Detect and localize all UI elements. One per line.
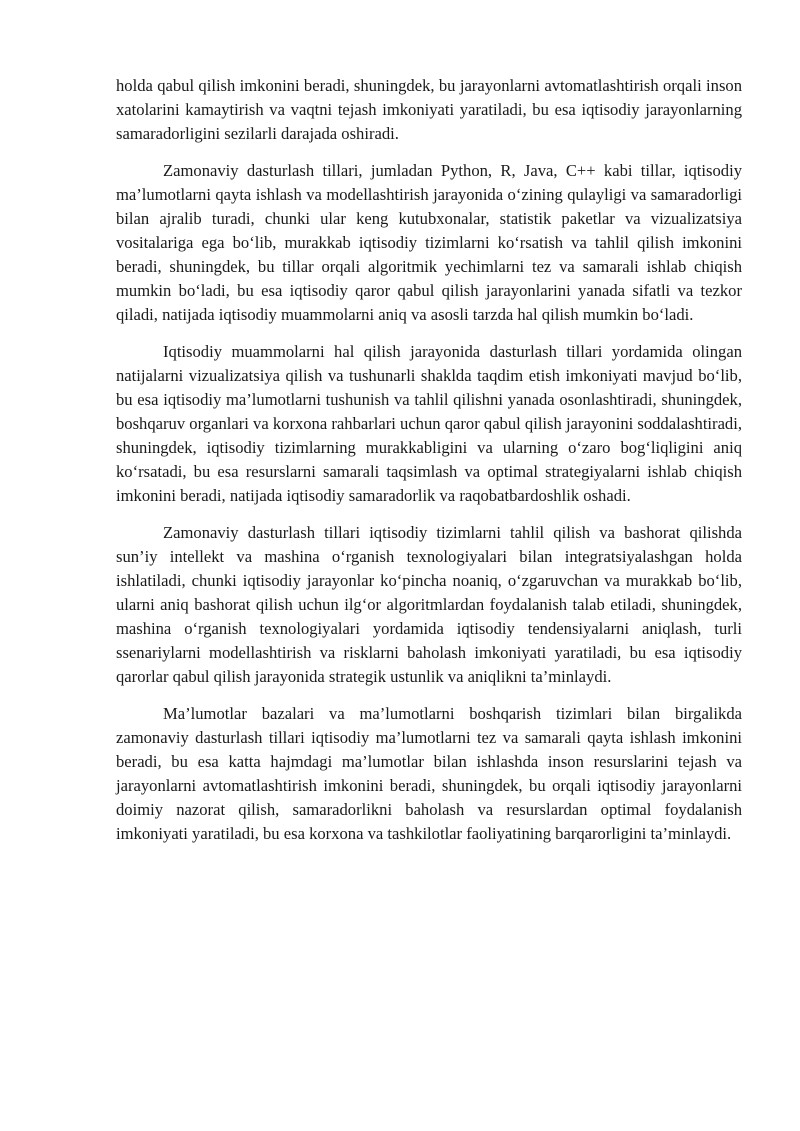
document-page: [116, 74, 742, 859]
paragraph-3: Iqtisodiy muammolarni hal qilish jarayonida dasturlash tillari yordamida olingan natijalarni vizualizatsiya qilish va tushunarli shaklda taqdim etish imkoniyati mavjud bo‘lib, bu esa iqtisodiy ma’lumotlarni tushunish va tahlil qilishni yanada osonlashtiradi, shuningdek, boshqaruv organlari va korxona rahbarlari uchun qaror qabul qilish jarayonini soddalashtiradi, shuningdek, iqtisodiy tizimlarning murakkabligini va ularning o‘zaro bog‘liqligini aniq ko‘rsatadi, bu esa resurslarni samarali taqsimlash va optimal strategiyalarni ishlab chiqish imkonini beradi, natijada iqtisodiy samaradorlik va raqobatbardoshlik oshadi.: [116, 342, 742, 505]
paragraph-2: Zamonaviy dasturlash tillari, jumladan Python, R, Java, C++ kabi tillar, iqtisodiy ma’lumotlarni qayta ishlash va modellashtirish jarayonida o‘zining qulayligi va samaradorligi bilan ajralib turadi, chunki ular keng kutubxonalar, statistik paketlar va vizualizatsiya vositalariga ega bo‘lib, murakkab iqtisodiy tizimlarni ko‘rsatish va tahlil qilish imkonini beradi, shuningdek, bu tillar orqali algoritmik yechimlarni tez va samarali ishlab chiqish mumkin bo‘ladi, bu esa iqtisodiy qaror qabul qilish jarayonlarini yanada sifatli va tezkor qiladi, natijada iqtisodiy muammolarni aniq va asosli tarzda hal qilish mumkin bo‘ladi.: [116, 161, 742, 324]
paragraph-1: holda qabul qilish imkonini beradi, shuningdek, bu jarayonlarni avtomatlashtirish orqali inson xatolarini kamaytirish va vaqtni tejash imkoniyati yaratiladi, bu esa iqtisodiy jarayonlarning samaradorligini sezilarli darajada oshiradi.: [116, 76, 742, 143]
paragraph-5: Ma’lumotlar bazalari va ma’lumotlarni boshqarish tizimlari bilan birgalikda zamonaviy dasturlash tillari iqtisodiy ma’lumotlarni tez va samarali qayta ishlash imkonini beradi, bu esa katta hajmdagi ma’lumotlar bilan ishlashda inson resurslarini tejash va jarayonlarni avtomatlashtirish imkonini beradi, shuningdek, bu orqali iqtisodiy jarayonlarni doimiy nazorat qilish, samaradorlikni baholash va resurslardan optimal foydalanish imkoniyati yaratiladi, bu esa korxona va tashkilotlar faoliyatining barqarorligini ta’minlaydi.: [116, 704, 742, 843]
paragraph-4: Zamonaviy dasturlash tillari iqtisodiy tizimlarni tahlil qilish va bashorat qilishda sun’iy intellekt va mashina o‘rganish texnologiyalari bilan integratsiyalashgan holda ishlatiladi, chunki iqtisodiy jarayonlar ko‘pincha noaniq, o‘zgaruvchan va murakkab bo‘lib, ularni aniq bashorat qilish uchun ilg‘or algoritmlardan foydalanish talab etiladi, shuningdek, mashina o‘rganish texnologiyalari yordamida iqtisodiy tendensiyalarni aniqlash, turli ssenariylarni modellashtirish va risklarni baholash imkoniyati yaratiladi, bu esa iqtisodiy qarorlar qabul qilish jarayonida strategik ustunlik va aniqlikni ta’minlaydi.: [116, 523, 742, 686]
